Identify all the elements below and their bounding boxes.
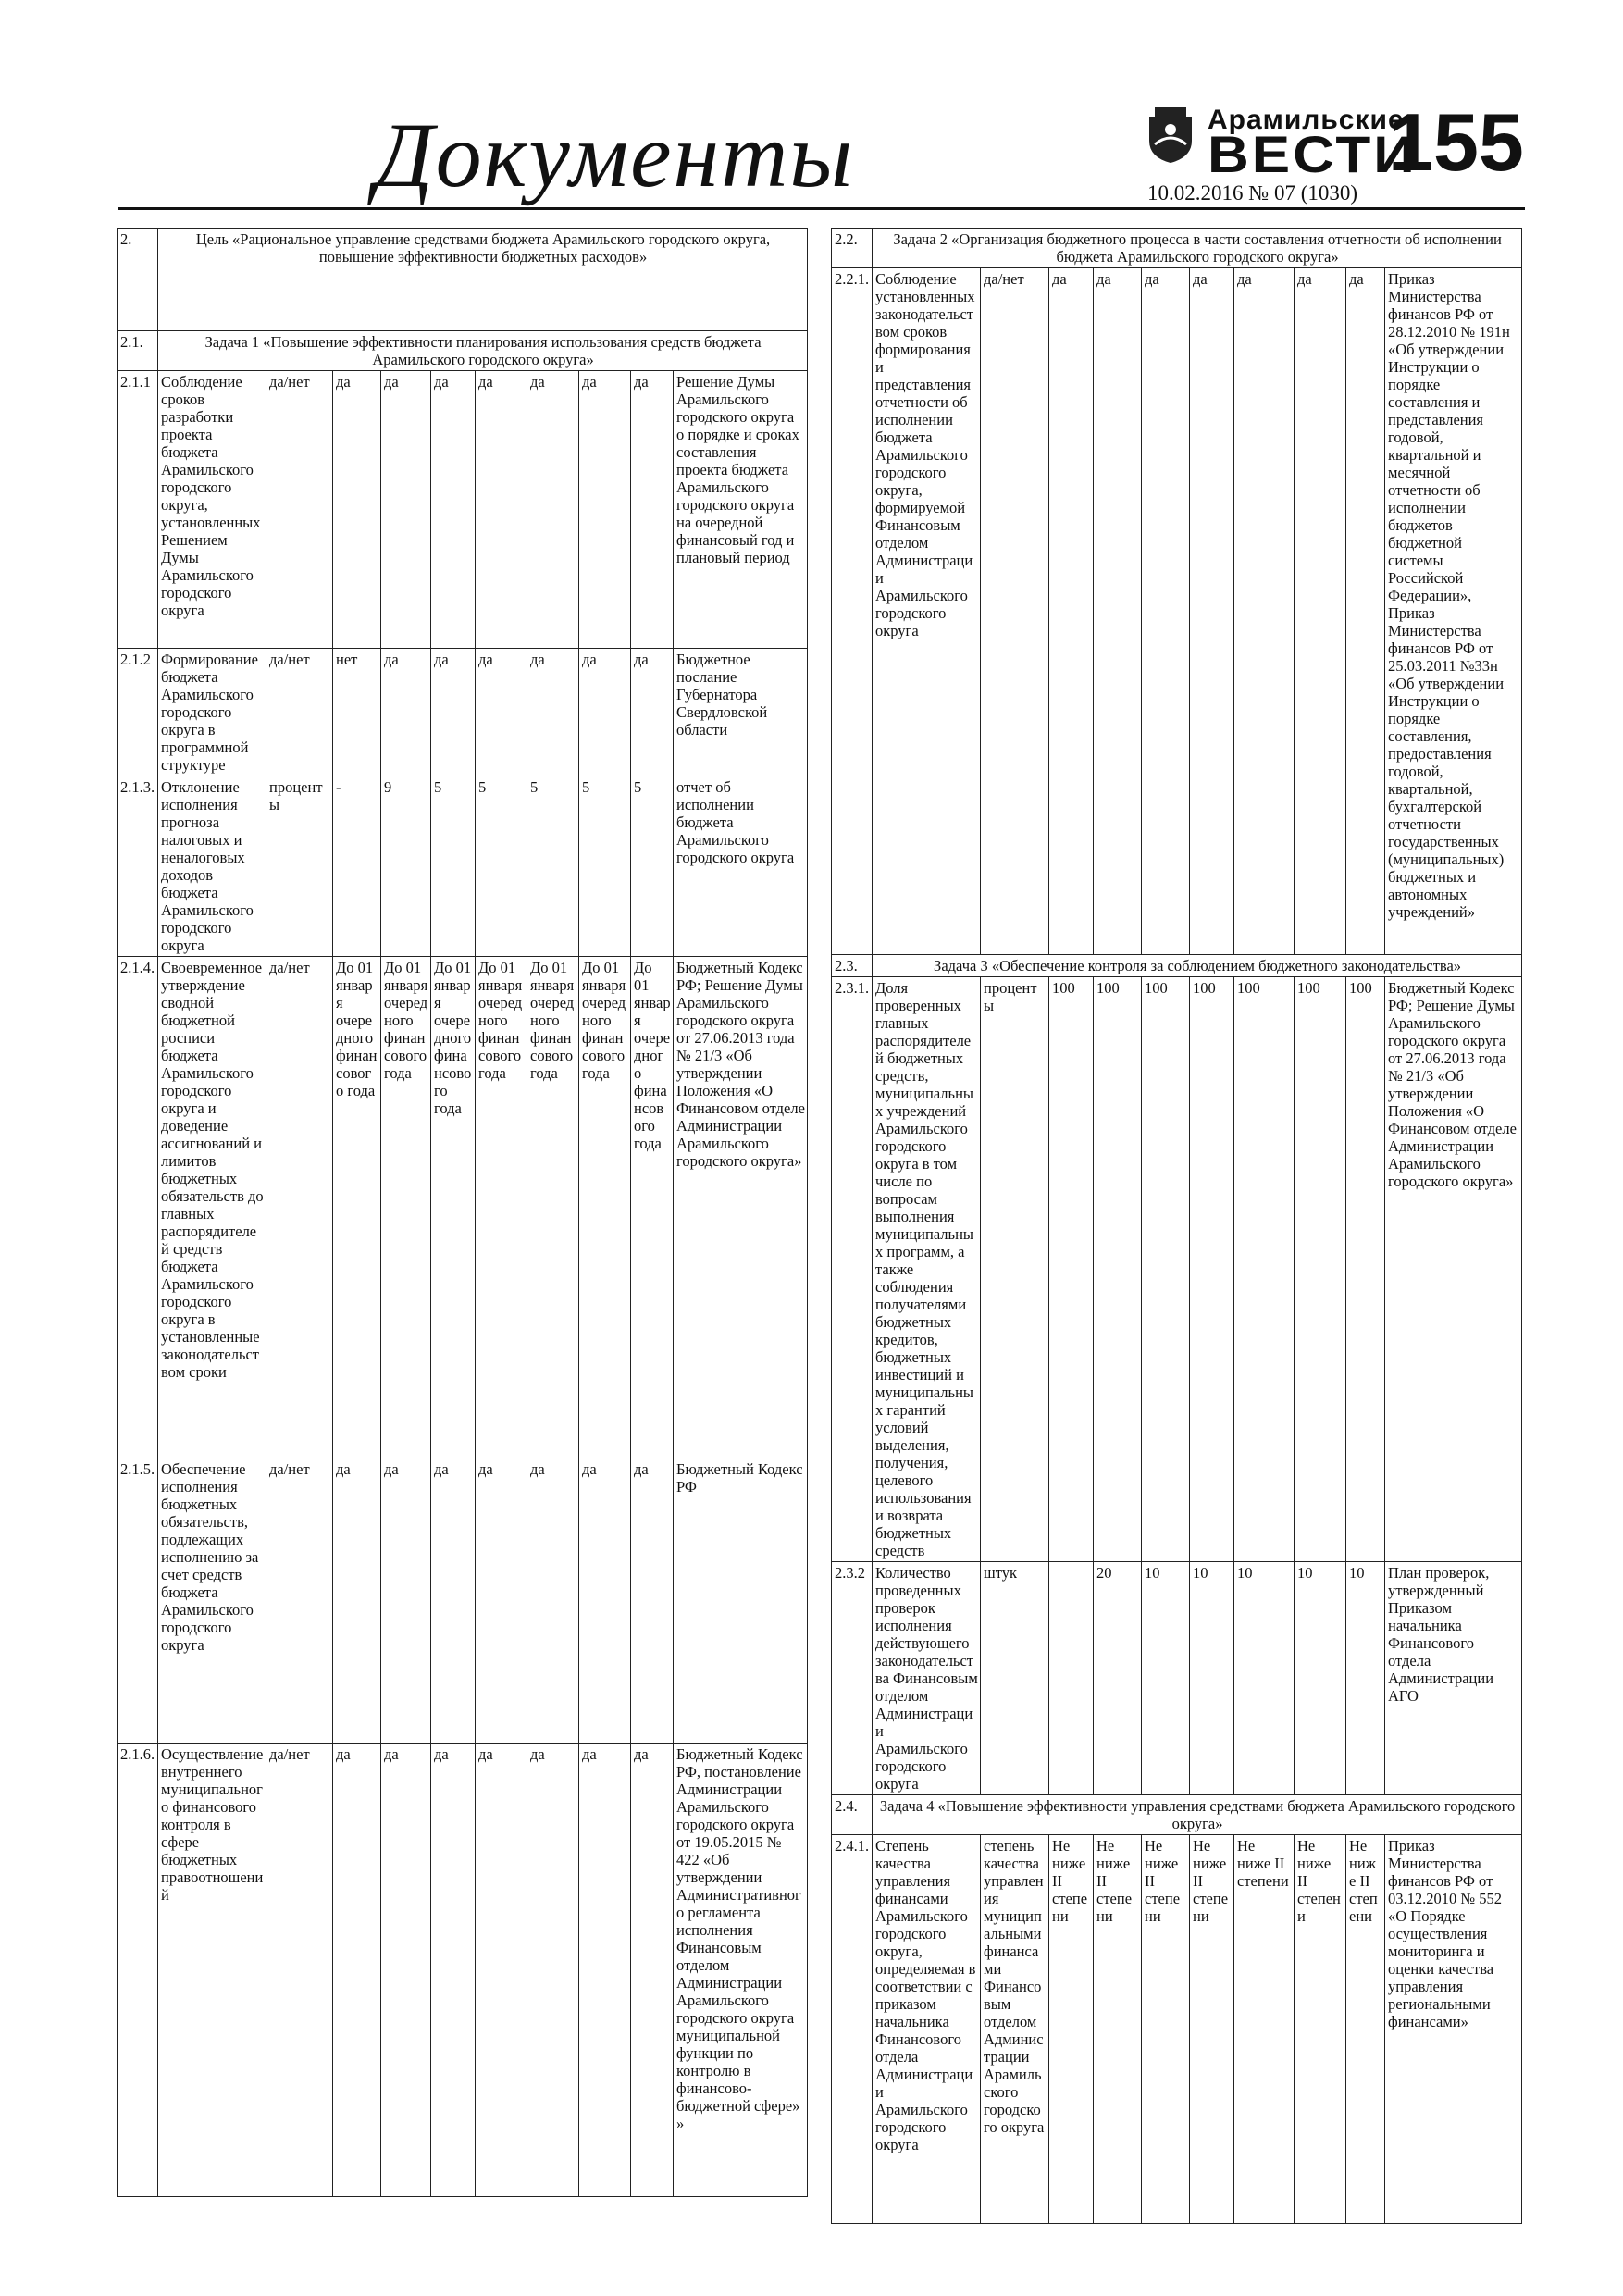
cell: 10: [1234, 1562, 1295, 1795]
cell: да/нет: [266, 1458, 333, 1744]
cell: Доля проверенных главных распорядителей бюджетных средств, муниципальных учреждений Арамильского городского округа в том числе по вопросам выполнения муниципальных программ, а также соблюдения получателями бюджетных кредитов, бюджетных инвестиций и муниципальных гарантий условий выделения, получения, целевого использования и возврата бюджетных средств: [873, 977, 981, 1562]
cell: да: [527, 649, 579, 776]
newspaper-name-main: ВЕСТИ: [1208, 126, 1418, 184]
cell: План проверок, утвержденный Приказом начальника Финансового отдела Администрации АГО: [1385, 1562, 1522, 1795]
cell: да: [381, 1744, 431, 2197]
cell: да: [579, 1458, 631, 1744]
table-row: [832, 977, 1522, 1562]
cell: проценты: [266, 776, 333, 957]
cell: да: [579, 649, 631, 776]
cell: 5: [631, 776, 674, 957]
cell: да/нет: [266, 371, 333, 649]
cell: 10: [1295, 1562, 1346, 1795]
cell: 100: [1049, 977, 1094, 1562]
cell: да: [381, 371, 431, 649]
table-row: [118, 1458, 808, 1744]
header-divider: [118, 207, 1525, 210]
issue-line: 10.02.2016 № 07 (1030): [1147, 181, 1358, 205]
cell: да: [1049, 268, 1094, 955]
right-document-table: [831, 228, 1522, 2224]
cell: Соблюдение установленных законодательством сроков формирования и представления отчетности об исполнении бюджета Арамильского городского округа, формируемой Финансовым отделом Администрации Арамильского городского округа: [873, 268, 981, 955]
left-document-table: [117, 228, 808, 2197]
task-row: [832, 1795, 1522, 1835]
cell: 5: [476, 776, 527, 957]
cell: да: [1190, 268, 1234, 955]
cell: 100: [1234, 977, 1295, 1562]
cell: да: [527, 371, 579, 649]
cell: да: [1295, 268, 1346, 955]
cell: [1049, 1562, 1094, 1795]
cell: 2.1.1: [118, 371, 158, 649]
cell: да: [333, 1744, 381, 2197]
cell: 100: [1094, 977, 1142, 1562]
cell: Бюджетный Кодекс РФ: [674, 1458, 808, 1744]
cell: да: [476, 1744, 527, 2197]
cell: степень качества управления муниципальными финансами Финансовым отделом Администрации Арамильского городского округа: [981, 1835, 1049, 2224]
cell: да: [631, 649, 674, 776]
cell: да: [1094, 268, 1142, 955]
row-number: 2.: [118, 229, 158, 331]
cell: Бюджетный Кодекс РФ; Решение Думы Арамильского городского округа от 27.06.2013 года № 21/3 «Об утверждении Положения «О Финансовом отделе Администрации Арамильского городского округа»: [1385, 977, 1522, 1562]
cell: Приказ Министерства финансов РФ от 03.12.2010 № 552 «О Порядке осуществления мониторинга и оценки качества управления региональными финансами»: [1385, 1835, 1522, 2224]
cell: 10: [1346, 1562, 1385, 1795]
row-number: 2.3.: [832, 955, 873, 977]
cell: да: [631, 1458, 674, 1744]
cell: 20: [1094, 1562, 1142, 1795]
cell: да: [381, 649, 431, 776]
cell: Осуществление внутреннего муниципального финансового контроля в сфере бюджетных правоотношений: [158, 1744, 266, 2197]
cell: 100: [1346, 977, 1385, 1562]
cell: До 01 января очередного финансового года: [631, 957, 674, 1458]
cell: Не ниже II степени: [1049, 1835, 1094, 2224]
cell: да: [1234, 268, 1295, 955]
cell: да: [333, 371, 381, 649]
cell: да: [431, 371, 476, 649]
cell: Не ниже II степени: [1234, 1835, 1295, 2224]
cell: 2.1.2: [118, 649, 158, 776]
cell: До 01 января очередного финансового года: [431, 957, 476, 1458]
cell: Не ниже II степени: [1142, 1835, 1190, 2224]
cell: да/нет: [981, 268, 1049, 955]
cell: нет: [333, 649, 381, 776]
task-row: [118, 331, 808, 371]
task-row: [832, 229, 1522, 268]
cell: да: [1142, 268, 1190, 955]
cell: Количество проведенных проверок исполнения действующего законодательства Финансовым отделом Администрации Арамильского городского округа: [873, 1562, 981, 1795]
section-title: Документы: [375, 104, 855, 206]
table-row: [118, 649, 808, 776]
cell: 10: [1190, 1562, 1234, 1795]
cell: да: [476, 371, 527, 649]
cell: 2.3.1.: [832, 977, 873, 1562]
cell: да: [381, 1458, 431, 1744]
cell: Отклонение исполнения прогноза налоговых и неналоговых доходов бюджета Арамильского городского округа: [158, 776, 266, 957]
cell: 2.4.1.: [832, 1835, 873, 2224]
cell: да: [631, 1744, 674, 2197]
row-number: 2.2.: [832, 229, 873, 268]
table-row: [118, 957, 808, 1458]
cell: Бюджетный Кодекс РФ; Решение Думы Арамильского городского округа от 27.06.2013 года № 21/3 «Об утверждении Положения «О Финансовом отделе Администрации Арамильского городского округа»: [674, 957, 808, 1458]
cell: да: [431, 649, 476, 776]
cell: да: [333, 1458, 381, 1744]
cell: да: [431, 1744, 476, 2197]
cell: да/нет: [266, 649, 333, 776]
table-row: [832, 268, 1522, 955]
table-row: [832, 1835, 1522, 2224]
cell: да: [476, 1458, 527, 1744]
cell: да: [631, 371, 674, 649]
cell: До 01 января очередного финансового года: [333, 957, 381, 1458]
cell: -: [333, 776, 381, 957]
row-number: 2.4.: [832, 1795, 873, 1835]
cell: да/нет: [266, 957, 333, 1458]
cell: 2.2.1.: [832, 268, 873, 955]
cell: Соблюдение сроков разработки проекта бюджета Арамильского городского округа, установленных Решением Думы Арамильского городского округа: [158, 371, 266, 649]
cell: Приказ Министерства финансов РФ от 28.12.2010 № 191н «Об утверждении Инструкции о порядке составления и представления годовой, квартальной и месячной отчетности об исполнении бюджетов бюджетной системы Российской Федерации», Приказ Министерства финансов РФ от 25.03.2011 №33н «Об утверждении Инструкции о порядке составления, предоставления годовой, квартальной, бухгалтерской отчетности государственных (муниципальных) бюджетных и автономных учреждений»: [1385, 268, 1522, 955]
cell: 5: [579, 776, 631, 957]
cell: 2.1.3.: [118, 776, 158, 957]
cell: Не ниже II степени: [1295, 1835, 1346, 2224]
cell: Обеспечение исполнения бюджетных обязательств, подлежащих исполнению за счет средств бюджета Арамильского городского округа: [158, 1458, 266, 1744]
cell: Не ниже II степени: [1346, 1835, 1385, 2224]
cell: да: [579, 371, 631, 649]
newspaper-name-top: Арамильские: [1208, 105, 1405, 135]
cell: да: [527, 1744, 579, 2197]
table-row: [118, 776, 808, 957]
table-row: [832, 1562, 1522, 1795]
goal-text: Цель «Рациональное управление средствами бюджета Арамильского городского округа, повышение эффективности бюджетных расходов»: [158, 229, 808, 331]
cell: Бюджетное послание Губернатора Свердловской области: [674, 649, 808, 776]
cell: До 01 января очередного финансового года: [381, 957, 431, 1458]
cell: 2.3.2: [832, 1562, 873, 1795]
page-number: 155: [1388, 96, 1524, 188]
cell: До 01 января очередного финансового года: [527, 957, 579, 1458]
cell: да: [431, 1458, 476, 1744]
cell: До 01 января очередного финансового года: [476, 957, 527, 1458]
cell: да: [579, 1744, 631, 2197]
cell: да/нет: [266, 1744, 333, 2197]
task-text: Задача 3 «Обеспечение контроля за соблюдением бюджетного законодательства»: [873, 955, 1522, 977]
cell: да: [527, 1458, 579, 1744]
row-number: 2.1.: [118, 331, 158, 371]
task-text: Задача 4 «Повышение эффективности управления средствами бюджета Арамильского городского округа»: [873, 1795, 1522, 1835]
cell: 10: [1142, 1562, 1190, 1795]
cell: Степень качества управления финансами Арамильского городского округа, определяемая в соответствии с приказом начальника Финансового отдела Администрации Арамильского городского округа: [873, 1835, 981, 2224]
cell: 100: [1295, 977, 1346, 1562]
cell: проценты: [981, 977, 1049, 1562]
cell: 2.1.5.: [118, 1458, 158, 1744]
cell: Не ниже II степени: [1190, 1835, 1234, 2224]
cell: да: [476, 649, 527, 776]
task-text: Задача 1 «Повышение эффективности планирования использования средств бюджета Арамильского городского округа»: [158, 331, 808, 371]
coat-of-arms-icon: [1146, 104, 1196, 165]
goal-row: [118, 229, 808, 331]
cell: 9: [381, 776, 431, 957]
task-text: Задача 2 «Организация бюджетного процесса в части составления отчетности об исполнении бюджета Арамильского городского округа»: [873, 229, 1522, 268]
cell: да: [1346, 268, 1385, 955]
table-row: [118, 371, 808, 649]
cell: Формирование бюджета Арамильского городского округа в программной структуре: [158, 649, 266, 776]
cell: 2.1.6.: [118, 1744, 158, 2197]
cell: штук: [981, 1562, 1049, 1795]
cell: 2.1.4.: [118, 957, 158, 1458]
cell: 100: [1142, 977, 1190, 1562]
task-row: [832, 955, 1522, 977]
cell: 100: [1190, 977, 1234, 1562]
cell: 5: [431, 776, 476, 957]
table-row: [118, 1744, 808, 2197]
cell: 5: [527, 776, 579, 957]
cell: Бюджетный Кодекс РФ, постановление Администрации Арамильского городского округа от 19.05.2015 № 422 «Об утверждении Административного регламента исполнения Финансовым отделом Администрации Арамильского городского округа муниципальной функции по контролю в финансово-бюджетной сфере» »: [674, 1744, 808, 2197]
cell: До 01 января очередного финансового года: [579, 957, 631, 1458]
cell: отчет об исполнении бюджета Арамильского городского округа: [674, 776, 808, 957]
cell: Не ниже II степени: [1094, 1835, 1142, 2224]
cell: Своевременное утверждение сводной бюджетной росписи бюджета Арамильского городского округа и доведение ассигнований и лимитов бюджетных обязательств до главных распорядителей средств бюджета Арамильского городского округа в установленные законодательством сроки: [158, 957, 266, 1458]
cell: Решение Думы Арамильского городского округа о порядке и сроках составления проекта бюджета Арамильского городского округа на очередной финансовый год и плановый период: [674, 371, 808, 649]
